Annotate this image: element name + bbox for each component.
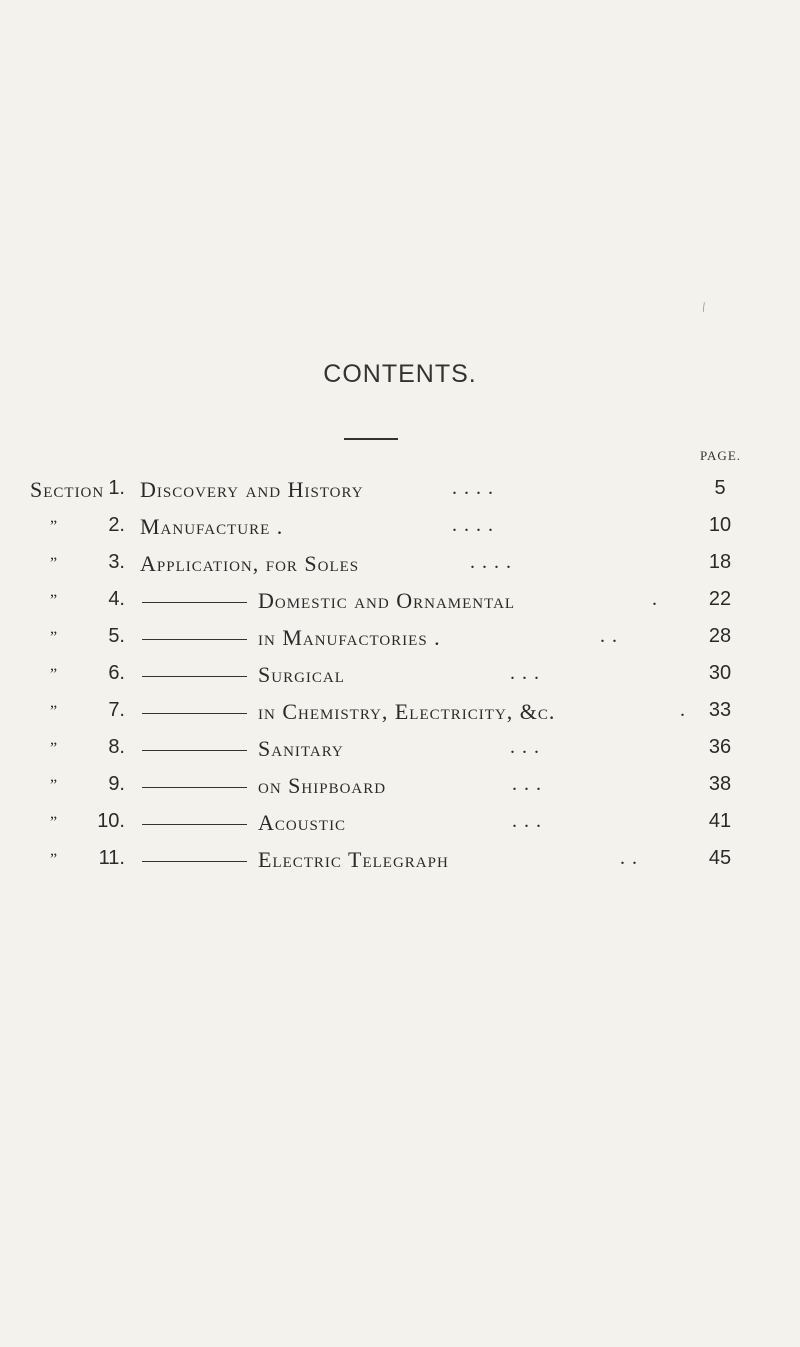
section-title: Manufacture . [140,514,284,539]
page-number: 10 [708,514,732,536]
section-number: 1. [108,477,125,499]
page-column-heading: PAGE. [700,448,742,463]
toc-row [0,773,800,807]
ditto-mark: ” [50,814,58,831]
ditto-dash [142,787,247,788]
leader-dots: . . [620,847,638,869]
section-title: Surgical [258,662,345,687]
section-title: Application, for Soles [140,551,360,576]
page-number: 22 [708,588,732,610]
toc-row [0,551,800,585]
toc-row [0,699,800,733]
section-number: 6. [108,662,125,684]
ditto-mark: ” [50,777,58,794]
toc-row [0,736,800,770]
ditto-mark: ” [50,703,58,720]
toc-row [0,662,800,696]
page-number: 45 [708,847,732,869]
ditto-mark: ” [50,592,58,609]
ditto-dash [142,602,247,603]
section-title: in Manufactories . [258,625,441,650]
ditto-dash [142,861,247,862]
section-number: 9. [108,773,125,795]
section-title: Acoustic [258,810,347,835]
section-number: 5. [108,625,125,647]
ditto-dash [142,676,247,677]
ditto-mark: ” [50,740,58,757]
section-title: Domestic and Ornamental [258,588,516,613]
toc-row [0,477,800,511]
toc-row [0,847,800,881]
leader-dots: . [680,699,686,721]
page-number: 30 [708,662,732,684]
ditto-mark: ” [50,666,58,683]
section-label: Section [30,477,105,502]
page-number: 36 [708,736,732,758]
leader-dots: . . [600,625,618,647]
page-title: CONTENTS. [323,360,477,388]
page-number: 38 [708,773,732,795]
toc-row [0,588,800,622]
leader-dots: . . . [510,736,540,758]
page-number: 28 [708,625,732,647]
leader-dots: . . . [512,810,542,832]
toc-row [0,810,800,844]
page-number: 33 [708,699,732,721]
ditto-dash [142,750,247,751]
leader-dots: . [652,588,658,610]
section-number: 2. [108,514,125,536]
page-number: 41 [708,810,732,832]
section-number: 10. [97,810,125,832]
leader-dots: . . . [510,662,540,684]
section-number: 11. [98,847,125,869]
section-title: Electric Telegraph [258,847,449,872]
title-rule [344,438,398,440]
ditto-mark: ” [50,555,58,572]
ditto-dash [142,713,247,714]
page-number: 5 [714,477,726,499]
ditto-dash [142,824,247,825]
leader-dots: . . . [512,773,542,795]
toc-row [0,514,800,548]
section-number: 3. [108,551,125,573]
section-title: in Chemistry, Electricity, &c. [258,699,556,724]
ditto-dash [142,639,247,640]
leader-dots: . . . . [452,514,494,536]
leader-dots: . . . . [470,551,512,573]
ditto-mark: ” [50,629,58,646]
section-title: Sanitary [258,736,344,761]
page-number: 18 [708,551,732,573]
section-title: Discovery and History [140,477,364,502]
leader-dots: . . . . [452,477,494,499]
stray-mark: ⁄ [699,300,709,314]
ditto-mark: ” [50,851,58,868]
section-number: 7. [108,699,125,721]
section-number: 8. [108,736,125,758]
section-title: on Shipboard [258,773,387,798]
toc-row [0,625,800,659]
ditto-mark: ” [50,518,58,535]
section-number: 4. [108,588,125,610]
